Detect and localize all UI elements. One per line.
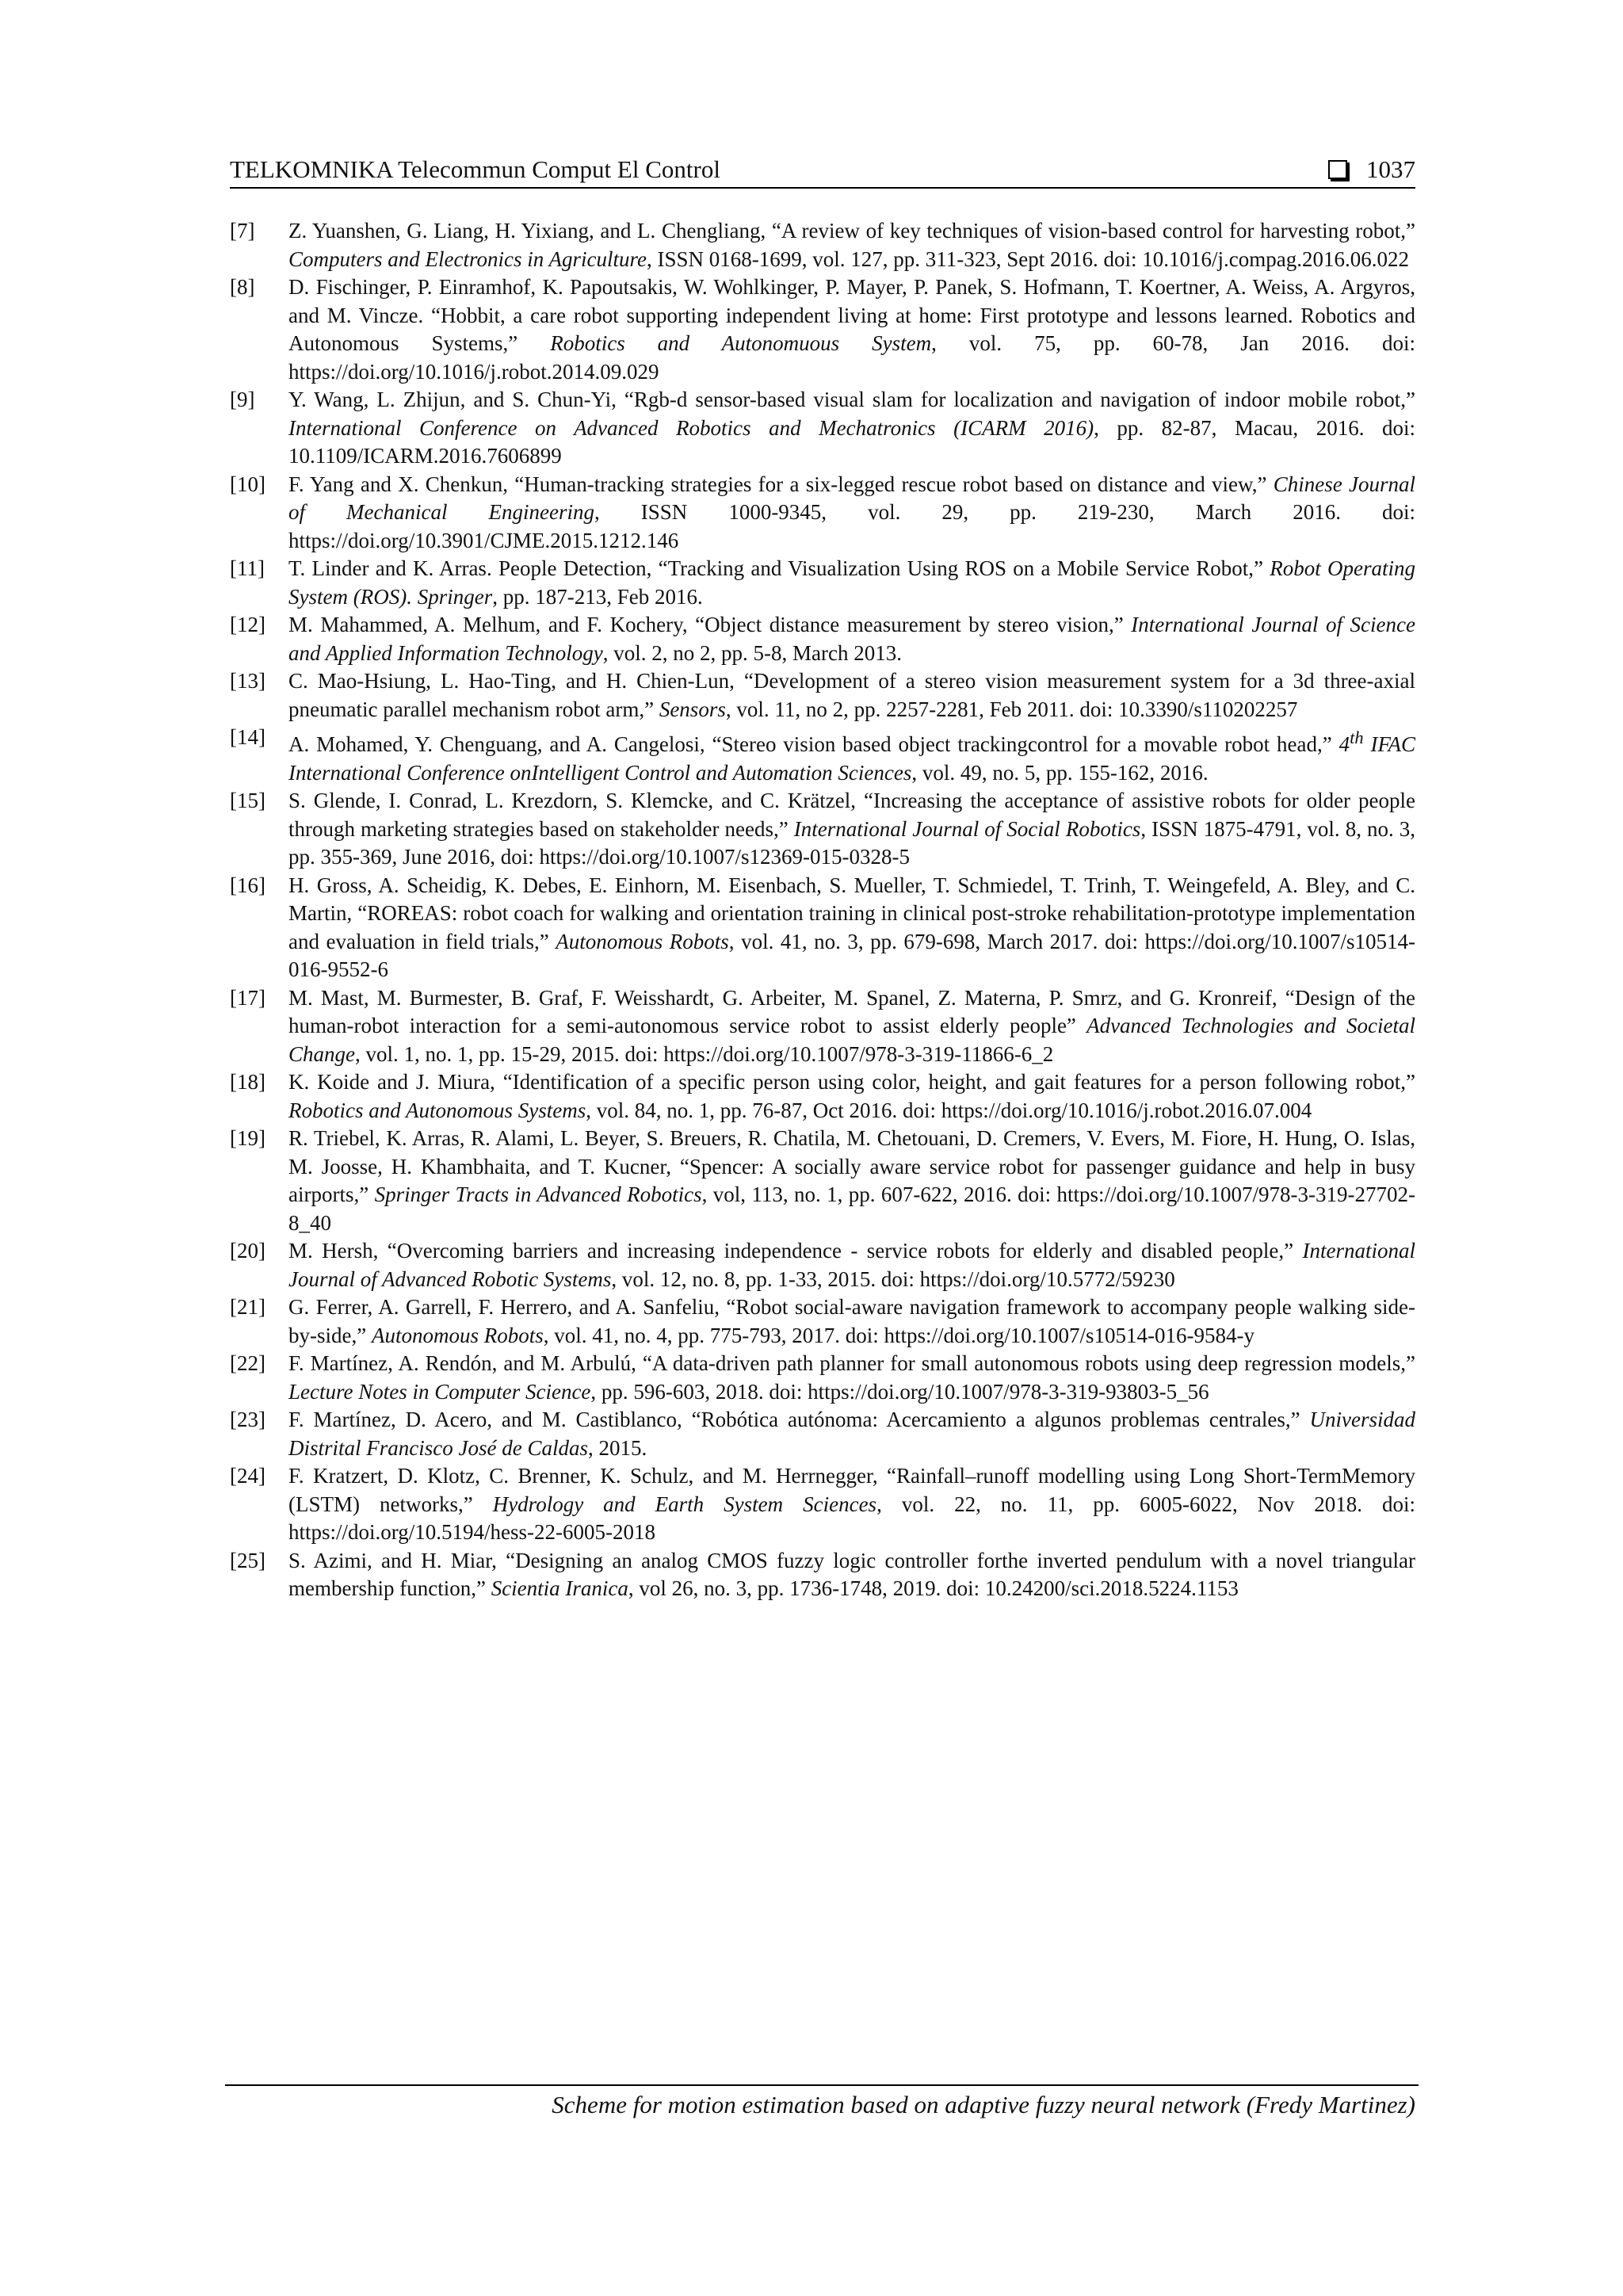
reference-item xyxy=(230,1406,1415,1462)
reference-text: G. Ferrer, A. Garrell, F. Herrero, and A. Sanfeliu, “Robot social-aware navigation framework to accompany people walking side-by-side,” Autonomous Robots, vol. 41, no. 4, pp. 775-793, 2017. doi: https://doi.org/10.1007/s10514-016-9584-y xyxy=(288,1295,1415,1347)
footer-rule xyxy=(225,2084,1419,2086)
reference-number: [19] xyxy=(230,1126,265,1150)
reference-list xyxy=(230,217,1415,1603)
reference-number: [13] xyxy=(230,669,265,693)
reference-number: [17] xyxy=(230,985,265,1010)
reference-text: H. Gross, A. Scheidig, K. Debes, E. Einhorn, M. Eisenbach, S. Mueller, T. Schmiedel, T. Trinh, T. Weingefeld, A. Bley, and C. Martin, “ROREAS: robot coach for walking and orientation training in clinical post-stroke rehabilitation-prototype implementation and evaluation in field trials,” Autonomous Robots, vol. 41, no. 3, pp. 679-698, March 2017. doi: https://doi.org/10.1007/s10514-016-9552-6 xyxy=(288,873,1416,981)
running-footer: Scheme for motion estimation based on adaptive fuzzy neural network (Fredy Martinez) xyxy=(552,2091,1415,2118)
reference-number: [20] xyxy=(230,1239,265,1263)
reference-number: [10] xyxy=(230,472,265,496)
reference-text: F. Yang and X. Chenkun, “Human-tracking strategies for a six-legged rescue robot based on distance and view,” Chinese Journal of Mechanical Engineering, ISSN 1000-9345, vol. 29, pp. 219-230, March 2016. doi: https://doi.org/10.3901/CJME.2015.1212.146 xyxy=(288,472,1415,552)
reference-text: S. Glende, I. Conrad, L. Krezdorn, S. Klemcke, and C. Krätzel, “Increasing the acceptance of assistive robots for older people through marketing strategies based on stakeholder needs,” International Journal of Social Robotics, ISSN 1875-4791, vol. 8, no. 3, pp. 355-369, June 2016, doi: https://doi.org/10.1007/s12369-015-0328-5 xyxy=(288,789,1416,869)
reference-number: [7] xyxy=(230,219,255,243)
reference-item xyxy=(230,273,1415,386)
reference-number: [23] xyxy=(230,1408,265,1431)
reference-item xyxy=(230,1547,1415,1603)
reference-text: T. Linder and K. Arras. People Detection, “Tracking and Visualization Using ROS on a Mobile Service Robot,” Robot Operating System (ROS). Springer, pp. 187-213, Feb 2016. xyxy=(288,556,1415,609)
reference-item xyxy=(230,1068,1415,1125)
page-header xyxy=(230,155,1415,189)
reference-number: [8] xyxy=(230,275,255,299)
reference-item xyxy=(230,1462,1415,1547)
reference-item xyxy=(230,984,1415,1069)
reference-item xyxy=(230,555,1415,611)
reference-item xyxy=(230,471,1415,556)
reference-text: Y. Wang, L. Zhijun, and S. Chun-Yi, “Rgb-d sensor-based visual slam for localization and navigation of indoor mobile robot,” International Conference on Advanced Robotics and Mechatronics (ICARM 2016), pp. 82-87, Macau, 2016. doi: 10.1109/ICARM.2016.7606899 xyxy=(288,388,1415,468)
page-number: 1037 xyxy=(1366,155,1415,183)
reference-item xyxy=(230,611,1415,667)
reference-number: [21] xyxy=(230,1295,265,1319)
reference-item xyxy=(230,872,1415,984)
reference-item xyxy=(230,1125,1415,1237)
reference-text: M. Hersh, “Overcoming barriers and increasing independence - service robots for elderly and disabled people,” International Journal of Advanced Robotic Systems, vol. 12, no. 8, pp. 1-33, 2015. doi: https://doi.org/10.5772/59230 xyxy=(288,1239,1415,1291)
reference-item xyxy=(230,386,1415,471)
reference-number: [9] xyxy=(230,388,255,411)
reference-number: [11] xyxy=(230,556,265,580)
reference-text: A. Mohamed, Y. Chenguang, and A. Cangelosi, “Stereo vision based object trackingcontrol for a movable robot head,” 4th IFAC International Conference onIntelligent Control and Automation Sciences, vol. 49, no. 5, pp. 155-162, 2016. xyxy=(288,728,1415,785)
reference-text: F. Kratzert, D. Klotz, C. Brenner, K. Schulz, and M. Herrnegger, “Rainfall–runoff modelling using Long Short-TermMemory (LSTM) networks,” Hydrology and Earth System Sciences, vol. 22, no. 11, pp. 6005-6022, Nov 2018. doi: https://doi.org/10.5194/hess-22-6005-2018 xyxy=(288,1464,1415,1544)
page-number-box xyxy=(1328,155,1415,187)
reference-item xyxy=(230,1237,1415,1293)
reference-number: [22] xyxy=(230,1351,265,1375)
reference-text: M. Mahammed, A. Melhum, and F. Kochery, “Object distance measurement by stereo vision,” International Journal of Science and Applied Information Technology, vol. 2, no 2, pp. 5-8, March 2013. xyxy=(288,613,1415,665)
reference-text: D. Fischinger, P. Einramhof, K. Papoutsakis, W. Wohlkinger, P. Mayer, P. Panek, S. Hofmann, T. Koertner, A. Weiss, A. Argyros, and M. Vincze. “Hobbit, a care robot supporting independent living at home: First prototype and lessons learned. Robotics and Autonomous Systems,” Robotics and Autonomuous System, vol. 75, pp. 60-78, Jan 2016. doi: https://doi.org/10.1016/j.robot.2014.09.029 xyxy=(288,275,1415,384)
reference-item xyxy=(230,1293,1415,1350)
reference-text: M. Mast, M. Burmester, B. Graf, F. Weisshardt, G. Arbeiter, M. Spanel, Z. Materna, P. Smrz, and G. Kronreif, “Design of the human-robot interaction for a semi-autonomous service robot to assist elderly people” Advanced Technologies and Societal Change, vol. 1, no. 1, pp. 15-29, 2015. doi: https://doi.org/10.1007/978-3-319-11866-6_2 xyxy=(288,985,1415,1066)
reference-number: [16] xyxy=(230,873,265,897)
reference-text: F. Martínez, A. Rendón, and M. Arbulú, “A data-driven path planner for small autonomous robots using deep regression models,” Lecture Notes in Computer Science, pp. 596-603, 2018. doi: https://doi.org/10.1007/978-3-319-93803-5_56 xyxy=(288,1351,1415,1404)
reference-item xyxy=(230,217,1415,273)
reference-number: [14] xyxy=(230,725,265,749)
reference-item xyxy=(230,1350,1415,1406)
reference-text: C. Mao-Hsiung, L. Hao-Ting, and H. Chien-Lun, “Development of a stereo vision measurement system for a 3d three-axial pneumatic parallel mechanism robot arm,” Sensors, vol. 11, no 2, pp. 2257-2281, Feb 2011. doi: 10.3390/s110202257 xyxy=(288,669,1415,721)
reference-item xyxy=(230,667,1415,724)
reference-text: Z. Yuanshen, G. Liang, H. Yixiang, and L. Chengliang, “A review of key techniques of vision-based control for harvesting robot,” Computers and Electronics in Agriculture, ISSN 0168-1699, vol. 127, pp. 311-323, Sept 2016. doi: 10.1016/j.compag.2016.06.022 xyxy=(288,219,1415,271)
reference-number: [24] xyxy=(230,1464,265,1488)
reference-text: K. Koide and J. Miura, “Identification of a specific person using color, height, and gait features for a person following robot,” Robotics and Autonomous Systems, vol. 84, no. 1, pp. 76-87, Oct 2016. doi: https://doi.org/10.1016/j.robot.2016.07.004 xyxy=(288,1070,1415,1122)
reference-number: [15] xyxy=(230,789,265,812)
reference-text: R. Triebel, K. Arras, R. Alami, L. Beyer, S. Breuers, R. Chatila, M. Chetouani, D. Cremers, V. Evers, M. Fiore, H. Hung, O. Islas, M. Joosse, H. Khambhaita, and T. Kucner, “Spencer: A socially aware service robot for passenger guidance and help in busy airports,” Springer Tracts in Advanced Robotics, vol, 113, no. 1, pp. 607-622, 2016. doi: https://doi.org/10.1007/978-3-319-27702-8_40 xyxy=(288,1126,1415,1235)
reference-text: S. Azimi, and H. Miar, “Designing an analog CMOS fuzzy logic controller forthe inverted pendulum with a novel triangular membership function,” Scientia Iranica, vol 26, no. 3, pp. 1736-1748, 2019. doi: 10.24200/sci.2018.5224.1153 xyxy=(288,1548,1415,1600)
reference-item xyxy=(230,724,1415,787)
reference-number: [18] xyxy=(230,1070,265,1094)
journal-title: TELKOMNIKA Telecommun Comput El Control xyxy=(230,155,720,183)
reference-number: [12] xyxy=(230,613,265,636)
reference-item xyxy=(230,787,1415,872)
reference-text: F. Martínez, D. Acero, and M. Castiblanco, “Robótica autónoma: Acercamiento a algunos problemas centrales,” Universidad Distrital Francisco José de Caldas, 2015. xyxy=(288,1408,1415,1460)
square-bullet-icon xyxy=(1328,160,1347,179)
reference-number: [25] xyxy=(230,1548,265,1572)
